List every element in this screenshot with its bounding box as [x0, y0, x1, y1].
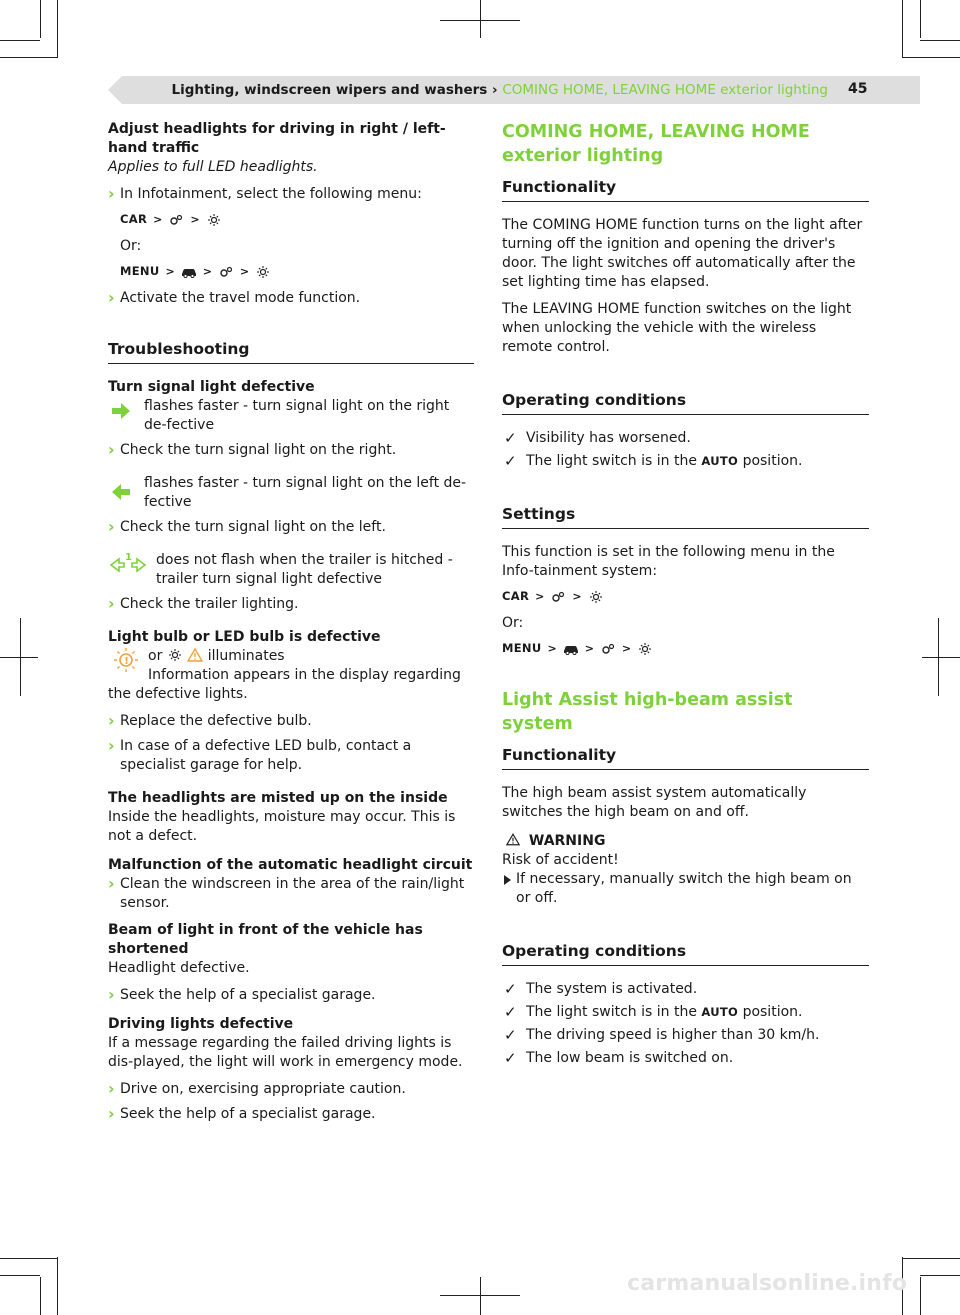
la-condition-light-switch-pre: The light switch is in the: [526, 1004, 697, 1020]
chevron-right-icon: >: [547, 642, 557, 655]
crop-mark: [480, 1277, 481, 1315]
breadcrumb-separator: ›: [492, 82, 498, 98]
breadcrumb: [171, 81, 828, 100]
chevron-right-icon: >: [621, 642, 632, 655]
menu-path-car: [120, 210, 474, 229]
crop-mark: [480, 0, 481, 38]
condition-light-switch-pre: The light switch is in the: [526, 453, 697, 469]
leaving-home-text: The LEAVING HOME function switches on the light when unlocking the vehicle with the wireless remote control.: [502, 301, 852, 355]
left-column: [108, 120, 474, 1130]
crop-mark: [40, 0, 41, 38]
chevron-right-icon: >: [190, 213, 200, 226]
crop-mark: [0, 657, 38, 658]
warning-box: [502, 832, 869, 908]
drl-step-1: › Drive on, exercising appropriate caution.: [108, 1080, 474, 1099]
troubleshooting-heading: Troubleshooting: [108, 340, 474, 364]
crop-mark: [920, 0, 921, 38]
car-tag: CAR: [502, 589, 530, 603]
drl-text: If a message regarding the failed driving lights is dis-played, the light will work in emergency mode.: [108, 1035, 463, 1070]
page-number: 45: [848, 81, 868, 97]
light-icon: [167, 648, 183, 662]
crop-mark: [922, 657, 960, 658]
crop-mark: [0, 1258, 58, 1259]
trailer-turn-signal-icon: [108, 551, 148, 579]
crop-mark: [20, 618, 21, 696]
breadcrumb-current: COMING HOME, LEAVING HOME exterior lighting: [502, 82, 828, 98]
bulb-or: or: [148, 648, 163, 664]
menu-path-menu: [120, 262, 474, 281]
svg-text:1: 1: [125, 552, 132, 563]
bulb-line-1: [148, 647, 474, 666]
drl-title: Driving lights defective: [108, 1016, 294, 1032]
bulb-step-1: › Replace the defective bulb.: [108, 712, 474, 731]
auto-circuit-title: Malfunction of the automatic headlight circuit: [108, 857, 473, 873]
light-icon: [637, 643, 653, 655]
bulb-illuminates: illuminates: [207, 648, 285, 664]
warning-triangle-icon: [187, 648, 203, 662]
chevron-right-icon: >: [165, 265, 175, 278]
chevron-right-icon: >: [239, 265, 250, 278]
beam-step: › Seek the help of a specialist garage.: [108, 986, 474, 1005]
light-icon: [588, 591, 604, 603]
coming-home-title: COMING HOME, LEAVING HOME exterior lighting: [502, 122, 810, 166]
menu-tag: MENU: [120, 264, 160, 278]
adjust-title: Adjust headlights for driving in right / left-hand traffic: [108, 121, 446, 156]
turn-signal-title: Turn signal light defective: [108, 379, 315, 395]
chevron-right-icon: >: [202, 265, 212, 278]
auto-tag: AUTO: [701, 454, 739, 468]
la-functionality-heading: Functionality: [502, 746, 869, 770]
la-condition-light-switch-post: position.: [742, 1004, 803, 1020]
drl-step-2: › Seek the help of a specialist garage.: [108, 1105, 474, 1124]
crop-mark: [920, 1275, 960, 1276]
turn-left-desc: flashes faster - turn signal light on the left de-fective: [144, 475, 467, 510]
crop-mark: [938, 618, 939, 696]
adjust-note: Applies to full LED headlights.: [108, 159, 318, 175]
adjust-step-2: › Activate the travel mode function.: [108, 289, 474, 308]
menu-path-car: [502, 587, 869, 606]
or-label: Or:: [502, 615, 524, 631]
crop-mark: [920, 1277, 921, 1315]
car-icon: [563, 643, 579, 655]
turn-left-row: [108, 474, 474, 512]
operating-conditions-heading: Operating conditions: [502, 391, 869, 415]
trailer-row: [108, 551, 474, 589]
crop-mark: [902, 0, 903, 58]
bulb-title: Light bulb or LED bulb is defective: [108, 629, 381, 645]
misted-text: Inside the headlights, moisture may occur. This is not a defect.: [108, 809, 456, 844]
svg-text:!: !: [124, 656, 129, 667]
warning-step: If necessary, manually switch the high beam on or off.: [502, 870, 869, 908]
adjust-step-1: › In Infotainment, select the following menu:: [108, 185, 474, 204]
menu-tag: MENU: [502, 641, 542, 655]
auto-tag: AUTO: [701, 1005, 739, 1019]
warning-label: WARNING: [528, 833, 606, 849]
chevron-right-icon: >: [584, 642, 594, 655]
crop-mark: [440, 1295, 520, 1296]
breadcrumb-chapter: Lighting, windscreen wipers and washers: [171, 82, 488, 98]
crop-mark: [902, 1258, 960, 1259]
warning-triangle-icon: [506, 833, 520, 846]
misted-title: The headlights are misted up on the inside: [108, 790, 448, 806]
chevron-right-icon: >: [535, 590, 545, 603]
crop-mark: [440, 20, 520, 21]
car-icon: [181, 266, 197, 278]
settings-icon: [600, 643, 616, 655]
settings-icon: [550, 591, 566, 603]
running-header: [108, 76, 920, 104]
or-label: Or:: [120, 238, 142, 254]
condition-visibility: ✓ Visibility has worsened.: [502, 429, 869, 448]
warning-text: Risk of accident!: [502, 852, 619, 868]
la-condition-low-beam: ✓ The low beam is switched on.: [502, 1049, 869, 1068]
coming-home-text: The COMING HOME function turns on the light after turning off the ignition and opening the driver's door. The light switches off automatically after the set lighting time has elapsed.: [502, 217, 863, 290]
watermark: carmanualsonline.info: [627, 1271, 908, 1296]
light-icon: [206, 214, 222, 226]
crop-mark: [920, 40, 960, 41]
crop-mark: [0, 1275, 40, 1276]
trailer-step: › Check the trailer lighting.: [108, 595, 474, 614]
bulb-row: [108, 647, 474, 685]
la-operating-heading: Operating conditions: [502, 942, 869, 966]
bulb-warning-icon: [112, 647, 140, 673]
turn-right-desc: flashes faster - turn signal light on the right de-fective: [144, 398, 450, 433]
turn-left-step: › Check the turn signal light on the left.: [108, 518, 474, 537]
light-assist-title: Light Assist high-beam assist system: [502, 690, 793, 734]
settings-icon: [218, 266, 234, 278]
crop-mark: [902, 57, 960, 58]
crop-mark: [57, 1257, 58, 1315]
bulb-line-3: the defective lights.: [108, 686, 248, 702]
functionality-heading: Functionality: [502, 178, 869, 202]
bulb-line-2: Information appears in the display regarding: [148, 667, 461, 683]
chevron-right-icon: >: [572, 590, 582, 603]
crop-mark: [40, 1277, 41, 1315]
la-condition-speed: ✓ The driving speed is higher than 30 km/h.: [502, 1026, 869, 1045]
car-tag: CAR: [120, 212, 148, 226]
trailer-desc: does not flash when the trailer is hitched - trailer turn signal light defective: [156, 552, 453, 587]
condition-light-switch-post: position.: [742, 453, 803, 469]
arrow-right-icon: [110, 401, 132, 421]
condition-light-switch: [502, 452, 869, 471]
beam-title: Beam of light in front of the vehicle has shortened: [108, 922, 423, 957]
la-condition-light-switch: [502, 1003, 869, 1022]
warning-heading: [502, 832, 869, 851]
settings-text: This function is set in the following menu in the Info-tainment system:: [502, 544, 835, 579]
settings-heading: Settings: [502, 505, 869, 529]
bulb-step-2: › In case of a defective LED bulb, contact a specialist garage for help.: [108, 737, 474, 775]
right-column: [502, 120, 869, 1072]
crop-mark: [0, 40, 40, 41]
crop-mark: [0, 57, 58, 58]
chevron-right-icon: >: [153, 213, 163, 226]
crop-mark: [57, 0, 58, 58]
settings-icon: [168, 214, 184, 226]
auto-circuit-step: › Clean the windscreen in the area of the rain/light sensor.: [108, 875, 474, 913]
menu-path-menu: [502, 639, 869, 658]
turn-right-step: › Check the turn signal light on the right.: [108, 441, 474, 460]
la-condition-activated: ✓ The system is activated.: [502, 980, 869, 999]
arrow-left-icon: [110, 482, 132, 502]
beam-text: Headlight defective.: [108, 960, 250, 976]
la-text: The high beam assist system automatically switches the high beam on and off.: [502, 785, 807, 820]
turn-right-row: [108, 397, 474, 435]
light-icon: [255, 266, 271, 278]
